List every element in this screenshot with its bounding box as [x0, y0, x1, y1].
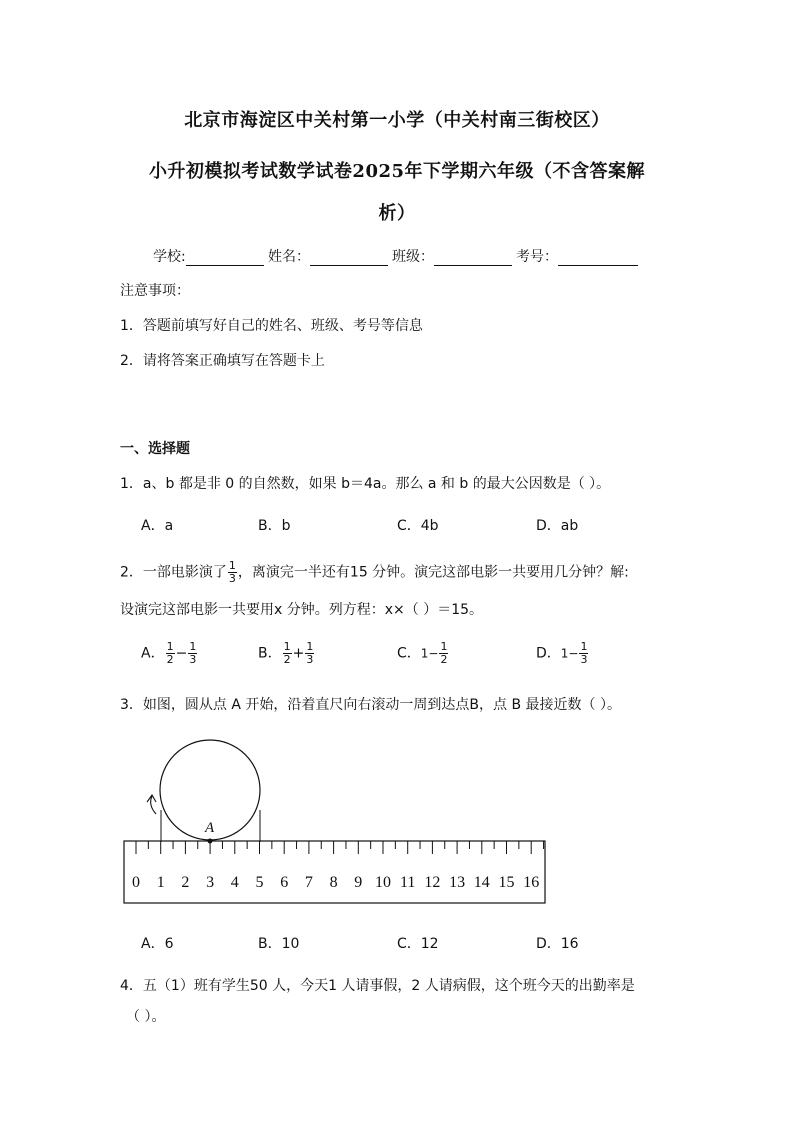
name-blank[interactable] [310, 251, 388, 266]
q2-b-den-1: 2 [283, 653, 291, 666]
q2-a-frac-1 [166, 641, 175, 666]
q2-a-frac-2 [188, 641, 197, 666]
q2-text-a: 2．一部电影演了 [120, 564, 227, 581]
q2-b-num-1: 1 [283, 640, 291, 653]
q2-d-frac [579, 641, 588, 666]
school-blank[interactable] [186, 251, 264, 266]
q2-c-pre: 1− [420, 646, 439, 661]
class-field[interactable] [392, 246, 512, 266]
title-line-3: 析） [378, 203, 416, 224]
ruler-number: 8 [329, 874, 338, 891]
school-label: 学校: [153, 249, 186, 265]
q2-b-frac-2 [305, 641, 314, 666]
notes-heading: 注意事项： [120, 283, 190, 299]
q2-a-den-1: 2 [166, 653, 174, 666]
ruler-number: 0 [132, 874, 140, 891]
section-title-choice: 一、选择题 [120, 441, 190, 457]
question-4-line-1: 4．五（1）班有学生50 人，今天1 人请事假，2 人请病假，这个班今天的出勤率是 [120, 978, 635, 994]
exam-no-field[interactable] [516, 246, 638, 266]
rolling-circle-figure [0, 730, 794, 910]
q3-option-a[interactable]: A．6 [141, 936, 174, 952]
q2-a-operator: − [175, 645, 188, 662]
notes-item-2: 2．请将答案正确填写在答题卡上 [120, 353, 325, 369]
q2-option-c[interactable] [397, 641, 449, 666]
question-4-line-2: （ ）。 [126, 1009, 166, 1025]
notes-item-1: 1．答题前填写好自己的姓名、班级、考号等信息 [120, 318, 423, 334]
q1-option-a[interactable]: A．a [141, 518, 174, 534]
rotation-arrow-icon [151, 796, 156, 814]
name-field[interactable] [268, 246, 388, 266]
q2-frac-den: 3 [228, 572, 236, 585]
ruler-number: 2 [181, 874, 190, 891]
title-line-1: 北京市海淀区中关村第一小学（中关村南三街校区） [184, 110, 610, 131]
q2-option-d-label: D． [536, 645, 561, 662]
ruler-number: 1 [156, 874, 165, 891]
ruler-number: 14 [473, 874, 490, 891]
ruler-number: 3 [206, 874, 215, 891]
q2-frac-num: 1 [228, 559, 236, 572]
point-a-label: A [205, 820, 215, 836]
class-blank[interactable] [434, 251, 512, 266]
q2-a-num-2: 1 [189, 640, 197, 653]
ruler-number: 15 [498, 874, 515, 891]
q3-option-d[interactable]: D．16 [536, 936, 579, 952]
title-line-2: 小升初模拟考试数学试卷2025年下学期六年级（不含答案解 [148, 161, 646, 182]
q2-fraction [228, 560, 237, 585]
q3-option-c[interactable]: C．12 [397, 936, 439, 952]
q1-option-b[interactable]: B．b [258, 518, 291, 534]
q1-option-c[interactable]: C．4b [397, 518, 439, 534]
ruler-number: 4 [230, 874, 239, 891]
ruler-number: 12 [424, 874, 441, 891]
q2-option-d[interactable] [536, 641, 589, 666]
ruler-number: 11 [399, 874, 416, 891]
school-field[interactable] [153, 246, 264, 266]
name-label: 姓名： [268, 249, 310, 265]
q2-option-a[interactable] [141, 641, 198, 666]
question-3-text: 3．如图，圆从点 A 开始，沿着直尺向右滚动一周到达点B，点 B 最接近数（ ）。 [120, 697, 621, 713]
ruler-number: 10 [375, 874, 391, 891]
q2-b-frac-1 [283, 641, 292, 666]
q3-option-b[interactable]: B．10 [258, 936, 300, 952]
q2-a-den-2: 3 [189, 653, 197, 666]
ruler-labels [132, 874, 539, 891]
q2-c-frac [439, 641, 448, 666]
q2-text-b: ，离演完一半还有15 分钟。演完这部电影一共要用几分钟？解: [237, 564, 629, 581]
q2-d-den: 3 [580, 653, 588, 666]
exam-no-blank[interactable] [558, 251, 638, 266]
q2-option-c-label: C． [397, 645, 421, 662]
ruler-number: 7 [304, 874, 313, 891]
question-2-line-2: 设演完这部电影一共要用x 分钟。列方程：x×（ ）＝15。 [120, 602, 484, 618]
q2-c-den: 2 [440, 653, 448, 666]
q2-option-b[interactable] [258, 641, 315, 666]
q2-b-operator: + [292, 645, 305, 662]
q2-option-b-label: B． [258, 645, 282, 662]
q2-d-num: 1 [580, 640, 588, 653]
q2-c-num: 1 [440, 640, 448, 653]
q2-b-num-2: 1 [306, 640, 314, 653]
q2-a-num-1: 1 [166, 640, 174, 653]
question-1-text: 1．a、b 都是非 0 的自然数，如果 b＝4a。那么 a 和 b 的最大公因数是（ ）。 [120, 476, 611, 492]
q2-option-a-label: A． [141, 645, 165, 662]
q2-d-pre: 1− [560, 646, 579, 661]
ruler-number: 9 [354, 874, 363, 891]
ruler-ticks [136, 841, 544, 854]
question-2-line-1 [120, 560, 629, 585]
q1-option-d[interactable]: D．ab [536, 518, 579, 534]
q2-b-den-2: 3 [306, 653, 314, 666]
ruler-number: 5 [255, 874, 264, 891]
ruler-number: 16 [523, 874, 540, 891]
ruler-number: 13 [449, 874, 466, 891]
ruler-number: 6 [280, 874, 289, 891]
class-label: 班级： [392, 249, 434, 265]
exam-no-label: 考号： [516, 249, 558, 265]
